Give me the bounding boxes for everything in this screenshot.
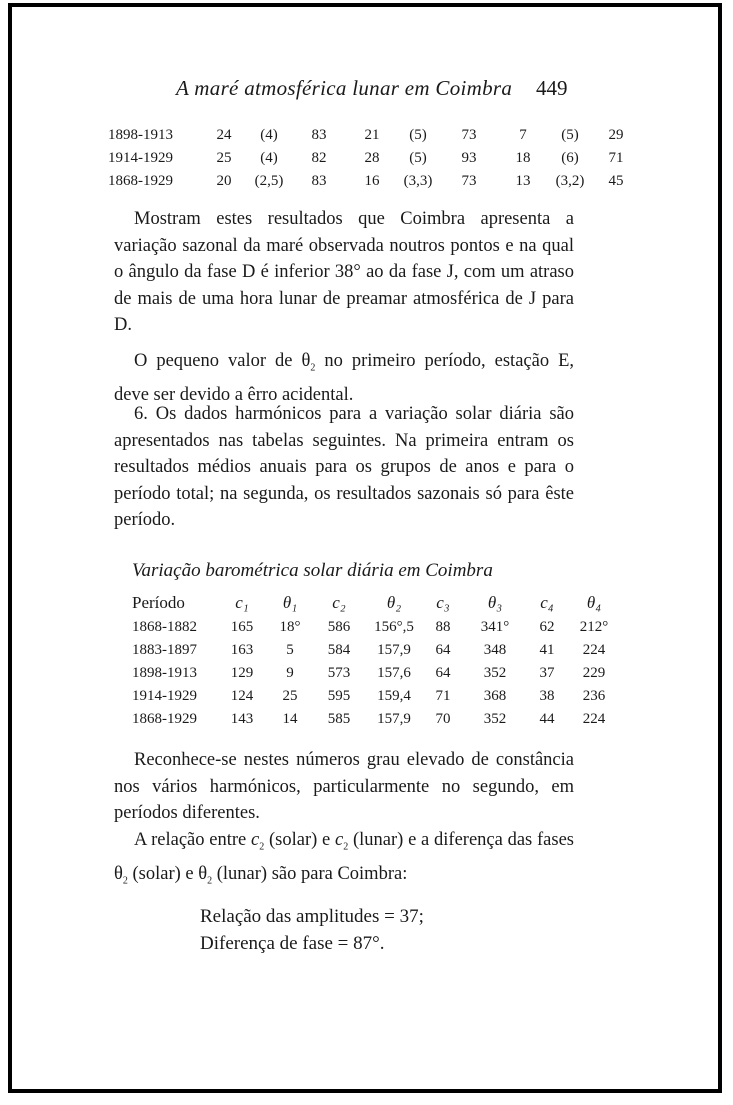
page-number: 449 bbox=[536, 76, 568, 100]
table-row bbox=[132, 662, 620, 685]
value-cell: 212° bbox=[579, 619, 609, 635]
column-header: Período bbox=[132, 593, 185, 612]
value-cell: 14 bbox=[282, 711, 298, 727]
paragraph-harmonics: 6. Os dados harmónicos para a variação solar diária são apresentados nas tabelas seguintes. Na primeira entram os resultados médios anuais para os grupos de anos e para o período total; na segunda, os resultados sazonais só para êste período. bbox=[114, 404, 574, 530]
value-cell: 368 bbox=[483, 688, 507, 704]
value-cell: 83 bbox=[311, 173, 327, 189]
value-cell: (6) bbox=[561, 150, 579, 166]
formula-amplitude: Relação das amplitudes = 37; bbox=[200, 906, 424, 927]
value-cell: (5) bbox=[409, 127, 427, 143]
value-cell: 83 bbox=[311, 127, 327, 143]
value-cell: 573 bbox=[327, 665, 351, 681]
value-cell: 70 bbox=[435, 711, 451, 727]
column-header: θ₁ bbox=[282, 593, 298, 612]
value-cell: 159,4 bbox=[377, 688, 411, 704]
value-cell: 224 bbox=[582, 711, 606, 727]
value-cell: 165 bbox=[230, 619, 254, 635]
value-cell: 157,9 bbox=[377, 711, 411, 727]
period-cell: 1868-1929 bbox=[132, 711, 197, 727]
value-cell: 352 bbox=[483, 711, 507, 727]
value-cell: (5) bbox=[409, 150, 427, 166]
value-cell: 82 bbox=[311, 150, 327, 166]
value-cell: 157,9 bbox=[377, 642, 411, 658]
table-row bbox=[132, 616, 620, 639]
value-cell: 41 bbox=[539, 642, 555, 658]
column-header: c₂ bbox=[332, 593, 346, 612]
paragraph-results: Mostram estes resultados que Coimbra apresenta a variação sazonal da maré observada noutros pontos e na qual o ângulo da fase D é inferior 38° ao da fase J, com um atraso de mais de uma hora lunar de preamar atmosférica de J para D. bbox=[114, 209, 574, 335]
value-cell: 163 bbox=[230, 642, 254, 658]
value-cell: 88 bbox=[435, 619, 451, 635]
value-cell: 129 bbox=[230, 665, 254, 681]
paragraph-relation: A relação entre $c_2$ (solar) e $c_2$ (lunar) e a diferença das fases $\theta_2$ (solar) e $\theta_2$ (lunar) são para Coimbra: bbox=[114, 830, 574, 887]
value-cell: 9 bbox=[286, 665, 294, 681]
period-cell: 1883-1897 bbox=[132, 642, 197, 658]
period-cell: 1898-1913 bbox=[132, 665, 197, 681]
paragraph-small-value: O pequeno valor de $\theta_2$ no primeiro período, estação E, deve ser devido a êrro acidental. bbox=[114, 351, 574, 406]
value-cell: 93 bbox=[461, 150, 477, 166]
lunar-tide-table bbox=[108, 124, 640, 193]
value-cell: 45 bbox=[608, 173, 624, 189]
value-cell: 37 bbox=[539, 665, 555, 681]
value-cell: 236 bbox=[582, 688, 606, 704]
value-cell: (4) bbox=[260, 150, 278, 166]
table-row bbox=[132, 639, 620, 662]
value-cell: 64 bbox=[435, 665, 451, 681]
value-cell: (3,2) bbox=[555, 173, 585, 189]
value-cell: 348 bbox=[483, 642, 507, 658]
value-cell: 38 bbox=[539, 688, 555, 704]
value-cell: (4) bbox=[260, 127, 278, 143]
value-cell: 143 bbox=[230, 711, 254, 727]
table-row bbox=[132, 685, 620, 708]
value-cell: 229 bbox=[582, 665, 606, 681]
value-cell: 21 bbox=[364, 127, 380, 143]
value-cell: 44 bbox=[539, 711, 555, 727]
value-cell: 18° bbox=[279, 619, 301, 635]
formula-phase: Diferença de fase = 87°. bbox=[200, 933, 385, 954]
value-cell: 64 bbox=[435, 642, 451, 658]
value-cell: 7 bbox=[519, 127, 527, 143]
value-cell: (2,5) bbox=[254, 173, 284, 189]
value-cell: 157,6 bbox=[377, 665, 411, 681]
value-cell: 595 bbox=[327, 688, 351, 704]
value-cell: 71 bbox=[435, 688, 451, 704]
period-cell: 1914-1929 bbox=[132, 688, 197, 704]
table-row bbox=[108, 147, 640, 170]
value-cell: 25 bbox=[282, 688, 298, 704]
period-cell: 1914-1929 bbox=[108, 150, 173, 166]
value-cell: 352 bbox=[483, 665, 507, 681]
column-header: θ₃ bbox=[487, 593, 503, 612]
solar-variation-table bbox=[132, 590, 620, 731]
table-header-row bbox=[132, 590, 620, 616]
period-cell: 1898-1913 bbox=[108, 127, 173, 143]
value-cell: 585 bbox=[327, 711, 351, 727]
theta-symbol: θ bbox=[301, 351, 311, 371]
solar-table-title: Variação barométrica solar diária em Coimbra bbox=[132, 560, 493, 581]
value-cell: 29 bbox=[608, 127, 624, 143]
paragraph-constancy: Reconhece-se nestes números grau elevado de constância nos vários harmónicos, particularmente no segundo, em períodos diferentes. bbox=[114, 750, 574, 823]
running-title: A maré atmosférica lunar em Coimbra bbox=[176, 76, 513, 100]
value-cell: 18 bbox=[515, 150, 531, 166]
value-cell: 28 bbox=[364, 150, 380, 166]
value-cell: (3,3) bbox=[403, 173, 433, 189]
value-cell: 62 bbox=[539, 619, 555, 635]
value-cell: 224 bbox=[582, 642, 606, 658]
value-cell: 25 bbox=[216, 150, 232, 166]
value-cell: (5) bbox=[561, 127, 579, 143]
value-cell: 584 bbox=[327, 642, 351, 658]
running-header bbox=[0, 76, 733, 106]
value-cell: 586 bbox=[327, 619, 351, 635]
value-cell: 5 bbox=[286, 642, 294, 658]
value-cell: 73 bbox=[461, 127, 477, 143]
period-cell: 1868-1882 bbox=[132, 619, 197, 635]
table-row bbox=[132, 708, 620, 731]
column-header: c₃ bbox=[436, 593, 450, 612]
value-cell: 124 bbox=[230, 688, 254, 704]
value-cell: 16 bbox=[364, 173, 380, 189]
value-cell: 156°,5 bbox=[374, 619, 414, 635]
value-cell: 73 bbox=[461, 173, 477, 189]
column-header: θ₂ bbox=[386, 593, 402, 612]
value-cell: 71 bbox=[608, 150, 624, 166]
column-header: c₁ bbox=[235, 593, 249, 612]
table-row bbox=[108, 124, 640, 147]
value-cell: 13 bbox=[515, 173, 531, 189]
column-header: θ₄ bbox=[586, 593, 602, 612]
value-cell: 341° bbox=[480, 619, 510, 635]
value-cell: 24 bbox=[216, 127, 232, 143]
period-cell: 1868-1929 bbox=[108, 173, 173, 189]
table-row bbox=[108, 170, 640, 193]
column-header: c₄ bbox=[540, 593, 554, 612]
value-cell: 20 bbox=[216, 173, 232, 189]
